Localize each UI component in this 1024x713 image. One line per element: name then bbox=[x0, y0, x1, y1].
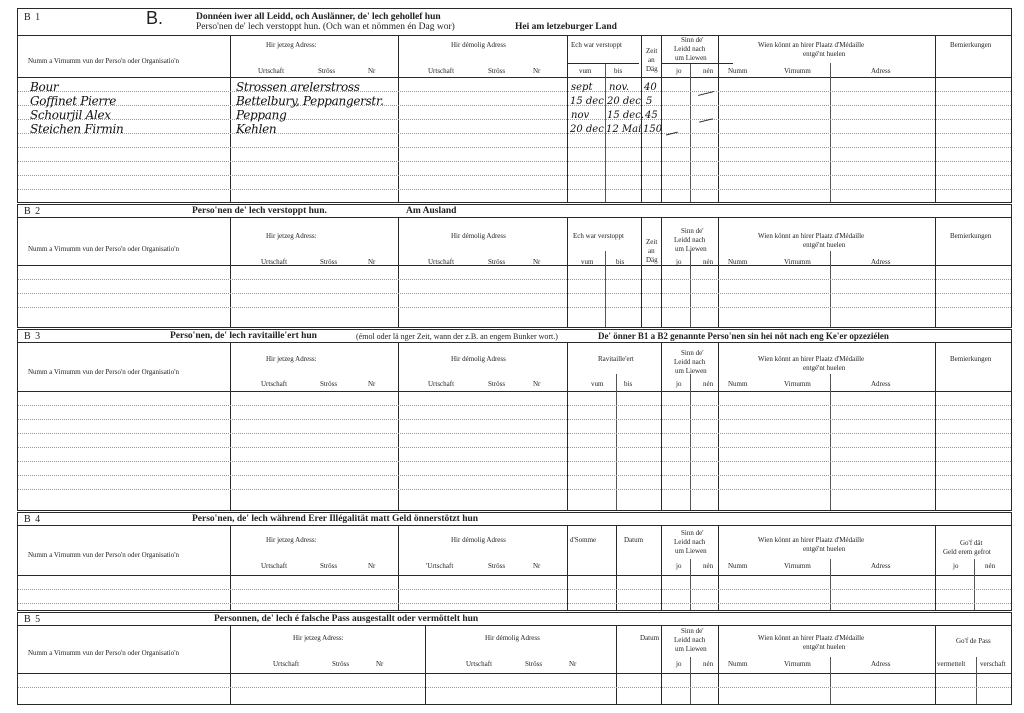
col-numm: Numm bbox=[728, 67, 748, 75]
col-liewen: um Liewen bbox=[675, 645, 707, 653]
section-id: B 5 bbox=[24, 614, 42, 625]
col-nr: Nr bbox=[533, 258, 541, 266]
col-leidd: Leidd nach bbox=[674, 358, 706, 366]
col-liewen: um Liewen bbox=[675, 245, 707, 253]
col-urtschaft: Urtschaft bbox=[428, 380, 455, 388]
col-money-asked: Go'f dät bbox=[960, 539, 983, 547]
col-jo: jo bbox=[676, 380, 682, 388]
col-nr: Nr bbox=[533, 67, 541, 75]
entry-name: Bour bbox=[30, 80, 59, 94]
col-stross: Ströss bbox=[318, 67, 336, 75]
col-medal-2: entgé'nt huelen bbox=[803, 241, 846, 249]
col-urtschaft: Urtschaft bbox=[428, 67, 455, 75]
col-hidden: Ech war verstoppt bbox=[571, 41, 622, 49]
col-hidden: Ech war verstoppt bbox=[573, 232, 624, 240]
entry-days: 40 bbox=[644, 82, 657, 93]
col-nen: nén bbox=[703, 562, 714, 570]
col-jo: jo bbox=[676, 67, 682, 75]
col-nen: nén bbox=[703, 660, 714, 668]
col-urtschaft: Urtschaft bbox=[273, 660, 300, 668]
col-adress: Adress bbox=[871, 380, 891, 388]
col-nr: Nr bbox=[533, 380, 541, 388]
col-jo: jo bbox=[953, 562, 959, 570]
col-adress: Adress bbox=[871, 67, 891, 75]
col-nen: nén bbox=[985, 562, 996, 570]
col-liewen: um Liewen bbox=[675, 367, 707, 375]
col-adress: Adress bbox=[871, 258, 891, 266]
section-title-note: (émol oder lä nger Zeit, wann der z.B. an engem Bunker wort.) bbox=[356, 332, 558, 341]
section-b4-header bbox=[18, 513, 1011, 526]
col-adress: Adress bbox=[871, 562, 891, 570]
entry-from: 20 dec bbox=[570, 124, 604, 135]
col-vum: vum bbox=[591, 380, 604, 388]
col-current-address: Hir jetzeg Adress: bbox=[266, 355, 317, 363]
section-id: B 4 bbox=[24, 514, 42, 525]
col-current-address: Hir jetzeg Adress: bbox=[293, 634, 344, 642]
col-remarks: Bemierkungen bbox=[950, 232, 992, 240]
col-numm: Numm bbox=[728, 660, 748, 668]
entry-to: 20 dec bbox=[607, 96, 641, 107]
col-nr: Nr bbox=[368, 258, 376, 266]
col-date: Datum bbox=[640, 634, 660, 642]
col-nr: Nr bbox=[533, 562, 541, 570]
col-medal-2: entgé'nt huelen bbox=[803, 643, 846, 651]
col-amount: d'Somme bbox=[570, 536, 597, 544]
col-adress: Adress bbox=[871, 660, 891, 668]
col-leidd: Leidd nach bbox=[674, 236, 706, 244]
col-stross: Ströss bbox=[488, 67, 506, 75]
col-stross: Ströss bbox=[488, 380, 506, 388]
section-b2 bbox=[17, 204, 1012, 328]
col-sinn: Sinn de' bbox=[681, 227, 704, 235]
col-name: Numm a Virnumm vun der Perso'n oder Organisatio'n bbox=[28, 649, 179, 657]
col-bis: bis bbox=[614, 67, 623, 75]
col-stross: Ströss bbox=[320, 562, 338, 570]
entry-address: Bettelbury, Peppangerstr. bbox=[236, 94, 384, 108]
col-sinn: Sinn de' bbox=[681, 529, 704, 537]
col-former-address: Hir démolig Adress bbox=[485, 634, 540, 642]
col-liewen: um Liewen bbox=[675, 547, 707, 555]
entry-to: 15 dec. bbox=[607, 110, 645, 121]
col-passport: Go'f de Pass bbox=[956, 637, 991, 645]
col-virnumm: Virnumm bbox=[784, 67, 811, 75]
entry-address: Kehlen bbox=[236, 122, 277, 136]
col-zeit: Zeit bbox=[646, 47, 658, 55]
col-nr: Nr bbox=[368, 380, 376, 388]
section-b2-header bbox=[18, 205, 1011, 218]
section-title: Donnéen iwer all Leidd, och Auslänner, de' lech gehollef hun bbox=[196, 12, 441, 22]
col-stross: Ströss bbox=[320, 258, 338, 266]
entry-name: Goffinet Pierre bbox=[30, 94, 117, 108]
section-b1 bbox=[17, 8, 1012, 203]
col-former-address: Hir démolig Adress bbox=[451, 536, 506, 544]
entry-to: 12 Mai bbox=[606, 124, 642, 135]
col-medal: Wien könnt an hirer Plaatz d'Médaille bbox=[758, 536, 865, 544]
col-bis: bis bbox=[616, 258, 625, 266]
col-name: Numm a Virnumm vun der Perso'n oder Organisatio'n bbox=[28, 245, 179, 253]
col-an: an bbox=[648, 247, 655, 255]
col-deg: Däg bbox=[646, 65, 658, 73]
col-stross: Ströss bbox=[525, 660, 543, 668]
entry-from: sept bbox=[571, 82, 593, 93]
section-title: Personnen, de' lech é falsche Pass ausgestallt oder vermöttelt hun bbox=[214, 614, 479, 624]
section-location: Am Ausland bbox=[406, 206, 457, 216]
col-vum: vum bbox=[579, 67, 592, 75]
col-nr: Nr bbox=[368, 562, 376, 570]
col-current-address: Hir jetzeg Adress: bbox=[266, 536, 317, 544]
section-location: Hei am letzeburger Land bbox=[515, 22, 617, 32]
col-leidd: Leidd nach bbox=[674, 538, 706, 546]
col-urtschaft: Urtschaft bbox=[258, 67, 285, 75]
col-numm: Numm bbox=[728, 258, 748, 266]
col-mediated: vermettelt bbox=[937, 660, 966, 668]
section-title: Perso'nen, de' lech ravitaille'ert hun bbox=[170, 331, 317, 341]
section-b3-header bbox=[18, 330, 1011, 343]
entry-address: Strossen arelerstross bbox=[236, 80, 360, 94]
col-date: Datum bbox=[624, 536, 644, 544]
entry-address: Peppang bbox=[236, 108, 287, 122]
section-b4 bbox=[17, 512, 1012, 611]
col-nr: Nr bbox=[368, 67, 376, 75]
col-medal: Wien könnt an hirer Plaatz d'Médaille bbox=[758, 41, 865, 49]
section-title-right: De' önner B1 a B2 genannte Perso'nen sin hei nöt nach eng Ke'er opzeziélen bbox=[598, 331, 889, 341]
col-name: Numm a Virnumm vun der Perso'n oder Organisatio'n bbox=[28, 368, 179, 376]
entry-days: 5 bbox=[646, 96, 653, 107]
col-urtschaft: Urtschaft bbox=[428, 258, 455, 266]
col-stross: Ströss bbox=[332, 660, 350, 668]
col-name: Numm a Virnumm vun der Perso'n oder Organisatio'n bbox=[28, 551, 179, 559]
section-b5-header bbox=[18, 613, 1011, 626]
col-bis: bis bbox=[624, 380, 633, 388]
section-id: B 3 bbox=[24, 331, 42, 342]
col-medal-2: entgé'nt huelen bbox=[803, 50, 846, 58]
col-former-address: Hir démolig Adress bbox=[451, 41, 506, 49]
col-former-address: Hir démolig Adress bbox=[451, 232, 506, 240]
col-medal: Wien könnt an hirer Plaatz d'Médaille bbox=[758, 355, 865, 363]
col-nr: Nr bbox=[569, 660, 577, 668]
col-current-address: Hir jetzeg Adress: bbox=[266, 232, 317, 240]
col-current-address: Hir jetzeg Adress: bbox=[266, 41, 317, 49]
form-page bbox=[17, 8, 1012, 705]
section-b5 bbox=[17, 612, 1012, 705]
col-nen: nén bbox=[703, 380, 714, 388]
col-nen: nén bbox=[703, 258, 714, 266]
col-sinn: Sinn de' bbox=[681, 36, 704, 44]
col-virnumm: Virnumm bbox=[784, 258, 811, 266]
section-title: Perso'nen, de' lech während Erer Illégalität matt Geld önnerstötzt hun bbox=[192, 514, 479, 524]
section-b3 bbox=[17, 329, 1012, 511]
col-liewen: um Liewen bbox=[675, 54, 707, 62]
col-money-asked-2: Geld erem gefrot bbox=[943, 548, 991, 556]
col-virnumm: Virnumm bbox=[784, 380, 811, 388]
section-letter: B. bbox=[146, 8, 164, 28]
col-nen: nén bbox=[703, 67, 714, 75]
col-urtschaft: 'Urtschaft bbox=[426, 562, 454, 570]
col-stross: Ströss bbox=[488, 258, 506, 266]
col-sinn: Sinn de' bbox=[681, 627, 704, 635]
col-urtschaft: Urtschaft bbox=[261, 258, 288, 266]
col-leidd: Leidd nach bbox=[674, 636, 706, 644]
col-urtschaft: Urtschaft bbox=[261, 380, 288, 388]
col-numm: Numm bbox=[728, 380, 748, 388]
col-an: an bbox=[648, 56, 655, 64]
col-urtschaft: Urtschaft bbox=[466, 660, 493, 668]
col-supplied: Ravitaille'ert bbox=[598, 355, 634, 363]
entry-from: nov bbox=[571, 110, 590, 121]
col-medal: Wien könnt an hirer Plaatz d'Médaille bbox=[758, 634, 865, 642]
section-subtitle: Perso'nen de' lech verstoppt hun. (Och wan et nömmen én Dag wor) bbox=[196, 22, 455, 32]
entry-days: 45 bbox=[645, 110, 658, 121]
entry-to: nov. bbox=[609, 82, 630, 93]
entry-name: Steichen Firmin bbox=[30, 122, 124, 136]
col-name: Numm a Virnumm vun der Perso'n oder Organisatio'n bbox=[28, 57, 179, 65]
col-procured: verschaft bbox=[980, 660, 1006, 668]
section-title: Perso'nen de' lech verstoppt hun. bbox=[192, 206, 327, 216]
col-nr: Nr bbox=[376, 660, 384, 668]
entry-name: Schourjil Alex bbox=[30, 108, 111, 122]
col-jo: jo bbox=[676, 562, 682, 570]
col-medal-2: entgé'nt huelen bbox=[803, 364, 846, 372]
col-former-address: Hir démolig Adress bbox=[451, 355, 506, 363]
col-jo: jo bbox=[676, 660, 682, 668]
col-remarks: Bemierkungen bbox=[950, 355, 992, 363]
col-leidd: Leidd nach bbox=[674, 45, 706, 53]
col-stross: Ströss bbox=[488, 562, 506, 570]
col-virnumm: Virnumm bbox=[784, 660, 811, 668]
entry-days: 150 bbox=[643, 124, 663, 135]
col-urtschaft: Urtschaft bbox=[261, 562, 288, 570]
col-medal: Wien könnt an hirer Plaatz d'Médaille bbox=[758, 232, 865, 240]
col-zeit: Zeit bbox=[646, 238, 658, 246]
col-remarks: Bemierkungen bbox=[950, 41, 992, 49]
col-virnumm: Virnumm bbox=[784, 562, 811, 570]
col-vum: vum bbox=[581, 258, 594, 266]
section-id: B 2 bbox=[24, 206, 42, 217]
entry-from: 15 dec bbox=[570, 96, 604, 107]
col-stross: Ströss bbox=[320, 380, 338, 388]
col-medal-2: entgé'nt huelen bbox=[803, 545, 846, 553]
col-numm: Numm bbox=[728, 562, 748, 570]
col-jo: jo bbox=[676, 258, 682, 266]
section-id: B 1 bbox=[24, 12, 42, 23]
col-deg: Däg bbox=[646, 256, 658, 264]
section-b1-header bbox=[18, 9, 1011, 36]
col-sinn: Sinn de' bbox=[681, 349, 704, 357]
